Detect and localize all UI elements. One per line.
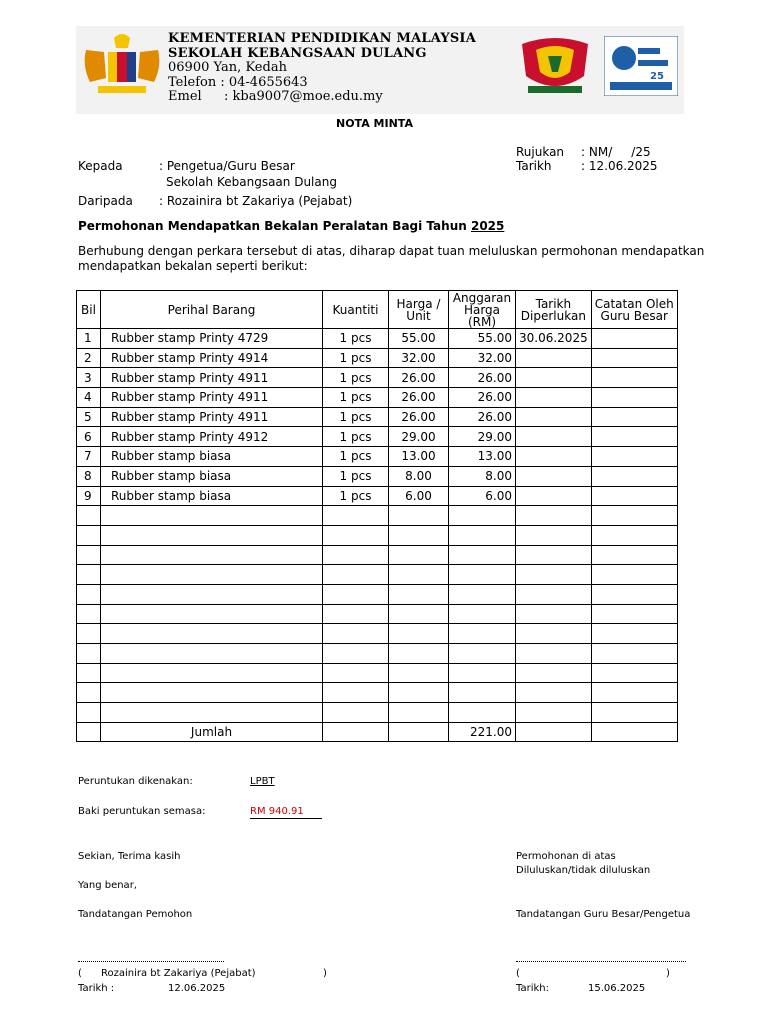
col-anggaran: Anggaran Harga (RM) — [449, 291, 516, 329]
cell-estimated-price — [449, 545, 516, 565]
cell-estimated-price — [449, 604, 516, 624]
allocation-balance-value: RM 940.91 — [250, 806, 322, 819]
applicant-name-open: ( — [78, 968, 82, 979]
items-table — [76, 290, 678, 742]
cell-qty — [323, 644, 389, 664]
cell-unit-price: 29.00 — [389, 427, 449, 447]
cell-unit-price: 32.00 — [389, 348, 449, 368]
cell-date-needed — [516, 407, 592, 427]
cell-item — [101, 644, 323, 664]
logo-badge-text: 25 — [650, 71, 664, 82]
approver-signature-line — [516, 961, 686, 962]
table-row — [77, 703, 678, 723]
cell-estimated-price: 29.00 — [449, 427, 516, 447]
cell-unit-price — [389, 644, 449, 664]
cell-qty: 1 pcs — [323, 486, 389, 506]
school-address: 06900 Yan, Kedah — [168, 60, 287, 75]
cell-date-needed — [516, 486, 592, 506]
cell-note — [591, 525, 677, 545]
table-row — [77, 525, 678, 545]
cell-note — [591, 329, 677, 349]
cell-qty: 1 pcs — [323, 368, 389, 388]
cell-qty — [323, 525, 389, 545]
letterhead-text — [168, 32, 476, 105]
table-total-row — [77, 722, 678, 742]
cell-bil: 3 — [77, 368, 101, 388]
cell-unit-price — [389, 683, 449, 703]
cell-bil — [77, 683, 101, 703]
cell-note — [591, 506, 677, 526]
cell-qty: 1 pcs — [323, 427, 389, 447]
cell-bil: 5 — [77, 407, 101, 427]
table-row — [77, 329, 678, 349]
rujukan-label: Rujukan — [516, 145, 565, 159]
cell-qty: 1 pcs — [323, 388, 389, 408]
table-row — [77, 506, 678, 526]
cell-unit-price: 13.00 — [389, 447, 449, 467]
cell-bil — [77, 663, 101, 683]
cell-estimated-price: 8.00 — [449, 466, 516, 486]
tarikh-label: Tarikh — [516, 159, 552, 173]
cell-estimated-price — [449, 663, 516, 683]
table-row — [77, 466, 678, 486]
cell-item: Rubber stamp biasa — [101, 486, 323, 506]
cell-note — [591, 388, 677, 408]
page-title: NOTA MINTA — [336, 117, 413, 130]
closing-regards: Yang benar, — [78, 880, 137, 891]
cell-date-needed — [516, 683, 592, 703]
cell-note — [591, 466, 677, 486]
approver-name-close: ) — [666, 968, 670, 979]
col-bil: Bil — [77, 291, 101, 329]
cell-date-needed: 30.06.2025 — [516, 329, 592, 349]
cell-date-needed — [516, 348, 592, 368]
school-crest-logo — [512, 32, 598, 98]
cell-item: Rubber stamp biasa — [101, 466, 323, 486]
table-row — [77, 368, 678, 388]
cell-bil — [77, 525, 101, 545]
daripada-value: : Rozainira bt Zakariya (Pejabat) — [159, 194, 353, 208]
cell-estimated-price: 26.00 — [449, 407, 516, 427]
cell-bil: 1 — [77, 329, 101, 349]
approver-sign-label: Tandatangan Guru Besar/Pengetua — [516, 909, 691, 920]
cell-bil — [77, 565, 101, 585]
cell-bil — [77, 545, 101, 565]
cell-unit-price — [389, 545, 449, 565]
cell-estimated-price: 55.00 — [449, 329, 516, 349]
table-row — [77, 604, 678, 624]
approval-line1: Permohonan di atas — [516, 851, 616, 862]
cell-note — [591, 486, 677, 506]
table-row — [77, 388, 678, 408]
cell-date-needed — [516, 447, 592, 467]
cell-item: Rubber stamp Printy 4729 — [101, 329, 323, 349]
allocation-charged-value: LPBT — [250, 776, 275, 787]
cell-bil: 7 — [77, 447, 101, 467]
cell-estimated-price — [449, 644, 516, 664]
cell-unit-price — [389, 703, 449, 723]
cell-bil: 9 — [77, 486, 101, 506]
cell-date-needed — [516, 525, 592, 545]
kepada-label: Kepada — [78, 159, 123, 173]
cell-bil — [77, 703, 101, 723]
cell-qty: 1 pcs — [323, 466, 389, 486]
cell-unit-price — [389, 663, 449, 683]
cell-estimated-price: 26.00 — [449, 388, 516, 408]
applicant-date-label: Tarikh : — [78, 983, 115, 994]
cell-unit-price — [389, 584, 449, 604]
table-row — [77, 683, 678, 703]
cell-unit-price — [389, 565, 449, 585]
cell-item — [101, 683, 323, 703]
cell-unit-price: 55.00 — [389, 329, 449, 349]
table-row — [77, 624, 678, 644]
table-row — [77, 545, 678, 565]
school-25-logo — [604, 36, 678, 96]
cell-date-needed — [516, 466, 592, 486]
cell-estimated-price — [449, 525, 516, 545]
col-kuantiti: Kuantiti — [323, 291, 389, 329]
cell-estimated-price: 32.00 — [449, 348, 516, 368]
table-row — [77, 584, 678, 604]
allocation-balance-label: Baki peruntukan semasa: — [78, 806, 206, 817]
cell-note — [591, 584, 677, 604]
cell-note — [591, 368, 677, 388]
col-harga: Harga / Unit — [389, 291, 449, 329]
cell-qty — [323, 663, 389, 683]
cell-item — [101, 584, 323, 604]
col-tarikh: Tarikh Diperlukan — [516, 291, 592, 329]
tarikh-value: : 12.06.2025 — [581, 159, 658, 173]
cell-qty — [323, 545, 389, 565]
cell-date-needed — [516, 545, 592, 565]
cell-note — [591, 663, 677, 683]
cell-estimated-price: 13.00 — [449, 447, 516, 467]
cell-item — [101, 506, 323, 526]
cell-qty — [323, 703, 389, 723]
cell-date-needed — [516, 427, 592, 447]
cell-date-needed — [516, 624, 592, 644]
cell-bil: 2 — [77, 348, 101, 368]
cell-bil — [77, 604, 101, 624]
cell-estimated-price: 26.00 — [449, 368, 516, 388]
cell-qty: 1 pcs — [323, 329, 389, 349]
cell-date-needed — [516, 565, 592, 585]
cell-item: Rubber stamp Printy 4911 — [101, 368, 323, 388]
cell-unit-price: 26.00 — [389, 368, 449, 388]
cell-note — [591, 624, 677, 644]
cell-qty: 1 pcs — [323, 407, 389, 427]
cell-unit-price: 26.00 — [389, 407, 449, 427]
kepada-line2: Sekolah Kebangsaan Dulang — [166, 175, 337, 189]
cell-item — [101, 624, 323, 644]
daripada-label: Daripada — [78, 194, 133, 208]
ministry-name: KEMENTERIAN PENDIDIKAN MALAYSIA — [168, 31, 476, 46]
cell-item — [101, 703, 323, 723]
table-row — [77, 407, 678, 427]
subject-line: Permohonan Mendapatkan Bekalan Peralatan Bagi Tahun 2025 — [78, 219, 505, 233]
approver-date-label: Tarikh: — [516, 983, 549, 994]
total-label: Jumlah — [101, 722, 323, 742]
cell-qty — [323, 584, 389, 604]
col-catatan: Catatan Oleh Guru Besar — [591, 291, 677, 329]
table-row — [77, 644, 678, 664]
closing-thanks: Sekian, Terima kasih — [78, 851, 181, 862]
cell-qty — [323, 604, 389, 624]
table-row — [77, 348, 678, 368]
applicant-name: Rozainira bt Zakariya (Pejabat) — [101, 968, 256, 979]
cell-bil: 8 — [77, 466, 101, 486]
cell-item: Rubber stamp Printy 4914 — [101, 348, 323, 368]
cell-qty — [323, 506, 389, 526]
applicant-signature-line — [78, 961, 224, 962]
cell-unit-price: 26.00 — [389, 388, 449, 408]
kepada-line1: : Pengetua/Guru Besar — [159, 159, 295, 173]
school-phone: Telefon : 04-4655643 — [168, 74, 308, 90]
cell-date-needed — [516, 388, 592, 408]
cell-qty — [323, 683, 389, 703]
approver-date-value: 15.06.2025 — [588, 983, 646, 994]
body-line1: Berhubung dengan perkara tersebut di atas, diharap dapat tuan meluluskan permohonan mendapatkan — [78, 244, 705, 258]
applicant-date-value: 12.06.2025 — [168, 983, 226, 994]
rujukan-value: : NM/ /25 — [581, 145, 651, 159]
cell-bil — [77, 624, 101, 644]
cell-estimated-price — [449, 584, 516, 604]
cell-estimated-price — [449, 683, 516, 703]
cell-item: Rubber stamp biasa — [101, 447, 323, 467]
cell-qty: 1 pcs — [323, 447, 389, 467]
cell-note — [591, 545, 677, 565]
cell-item: Rubber stamp Printy 4912 — [101, 427, 323, 447]
cell-item — [101, 525, 323, 545]
cell-unit-price: 8.00 — [389, 466, 449, 486]
applicant-sign-label: Tandatangan Pemohon — [78, 909, 193, 920]
cell-item: Rubber stamp Printy 4911 — [101, 388, 323, 408]
cell-date-needed — [516, 663, 592, 683]
cell-unit-price — [389, 604, 449, 624]
cell-item: Rubber stamp Printy 4911 — [101, 407, 323, 427]
cell-date-needed — [516, 368, 592, 388]
cell-estimated-price — [449, 506, 516, 526]
table-row — [77, 427, 678, 447]
approval-line2: Diluluskan/tidak diluluskan — [516, 865, 651, 876]
cell-unit-price: 6.00 — [389, 486, 449, 506]
total-value: 221.00 — [449, 722, 516, 742]
cell-item — [101, 545, 323, 565]
cell-unit-price — [389, 624, 449, 644]
cell-note — [591, 683, 677, 703]
malaysia-crest-logo — [80, 32, 164, 98]
applicant-name-close: ) — [323, 968, 327, 979]
cell-estimated-price — [449, 703, 516, 723]
cell-date-needed — [516, 506, 592, 526]
cell-estimated-price — [449, 565, 516, 585]
cell-unit-price — [389, 525, 449, 545]
table-header-row — [77, 291, 678, 329]
cell-note — [591, 348, 677, 368]
table-row — [77, 565, 678, 585]
cell-estimated-price: 6.00 — [449, 486, 516, 506]
cell-note — [591, 703, 677, 723]
cell-bil — [77, 584, 101, 604]
cell-qty — [323, 624, 389, 644]
cell-unit-price — [389, 506, 449, 526]
col-perihal: Perihal Barang — [101, 291, 323, 329]
cell-item — [101, 663, 323, 683]
table-row — [77, 663, 678, 683]
cell-estimated-price — [449, 624, 516, 644]
cell-item — [101, 565, 323, 585]
cell-date-needed — [516, 703, 592, 723]
cell-bil — [77, 644, 101, 664]
school-name: SEKOLAH KEBANGSAAN DULANG — [168, 45, 427, 61]
cell-date-needed — [516, 644, 592, 664]
cell-date-needed — [516, 584, 592, 604]
cell-note — [591, 644, 677, 664]
cell-note — [591, 447, 677, 467]
cell-qty — [323, 565, 389, 585]
cell-item — [101, 604, 323, 624]
approver-name-open: ( — [516, 968, 520, 979]
cell-note — [591, 565, 677, 585]
school-email: Emel : kba9007@moe.edu.my — [168, 89, 383, 104]
cell-bil — [77, 506, 101, 526]
cell-note — [591, 407, 677, 427]
cell-note — [591, 604, 677, 624]
allocation-charged-label: Peruntukan dikenakan: — [78, 776, 193, 787]
cell-bil: 6 — [77, 427, 101, 447]
table-row — [77, 447, 678, 467]
table-row — [77, 486, 678, 506]
cell-qty: 1 pcs — [323, 348, 389, 368]
body-line2: mendapatkan bekalan seperti berikut: — [78, 259, 308, 273]
cell-note — [591, 427, 677, 447]
cell-date-needed — [516, 604, 592, 624]
cell-bil: 4 — [77, 388, 101, 408]
